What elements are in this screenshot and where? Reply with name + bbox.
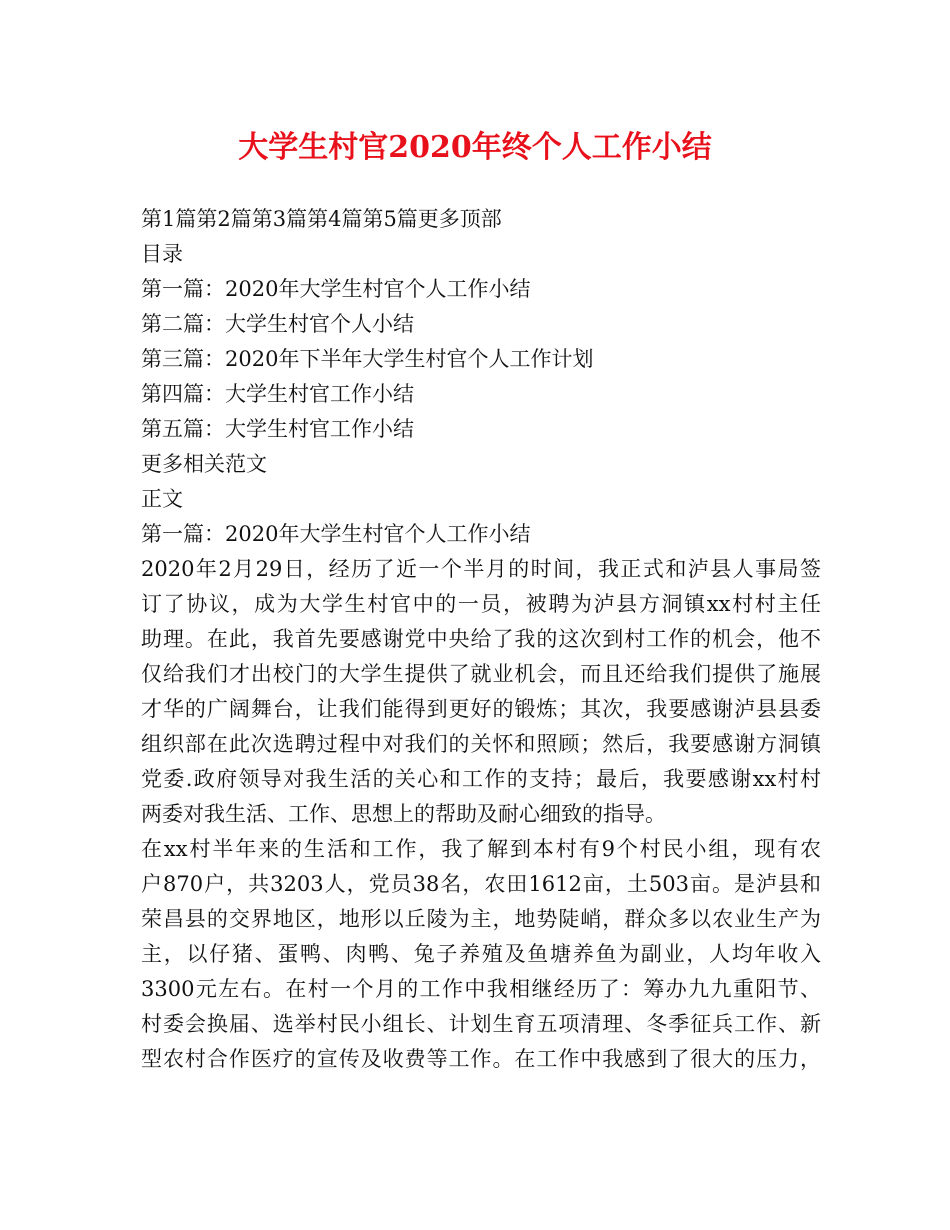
toc-heading: 目录	[141, 242, 183, 266]
body-heading: 正文	[141, 487, 183, 511]
paragraph-2	[141, 832, 821, 1077]
section-nav: 第1篇第2篇第3篇第4篇第5篇更多顶部	[141, 207, 502, 231]
paragraph-line: 党委.政府领导对我生活的关心和工作的支持；最后，我要感谢xx村村	[141, 767, 821, 791]
toc-item-1: 第一篇：2020年大学生村官个人工作小结	[141, 277, 531, 301]
paragraph-1	[141, 552, 821, 832]
paragraph-line: 户870户，共3203人，党员38名，农田1612亩，土503亩。是泸县和	[141, 872, 821, 896]
section-1-heading: 第一篇：2020年大学生村官个人工作小结	[141, 522, 531, 546]
paragraph-line: 订了协议，成为大学生村官中的一员，被聘为泸县方洞镇xx村村主任	[141, 592, 821, 616]
paragraph-line: 在xx村半年来的生活和工作，我了解到本村有9个村民小组，现有农	[141, 837, 821, 861]
paragraph-line: 村委会换届、选举村民小组长、计划生育五项清理、冬季征兵工作、新	[141, 1012, 821, 1036]
toc-item-2: 第二篇：大学生村官个人小结	[141, 312, 414, 336]
paragraph-line: 3300元左右。在村一个月的工作中我相继经历了：筹办九九重阳节、	[141, 977, 821, 1001]
toc-item-4: 第四篇：大学生村官工作小结	[141, 382, 414, 406]
paragraph-line: 主，以仔猪、蛋鸭、肉鸭、兔子养殖及鱼塘养鱼为副业，人均年收入	[141, 942, 821, 966]
document-body	[141, 202, 821, 1077]
more-related-heading: 更多相关范文	[141, 452, 267, 476]
paragraph-line: 才华的广阔舞台，让我们能得到更好的锻炼；其次，我要感谢泸县县委	[141, 697, 821, 721]
paragraph-line: 荣昌县的交界地区，地形以丘陵为主，地势陡峭，群众多以农业生产为	[141, 907, 821, 931]
paragraph-line: 仅给我们才出校门的大学生提供了就业机会，而且还给我们提供了施展	[141, 662, 821, 686]
paragraph-line: 组织部在此次选聘过程中对我们的关怀和照顾；然后，我要感谢方洞镇	[141, 732, 821, 756]
paragraph-line: 助理。在此，我首先要感谢党中央给了我的这次到村工作的机会，他不	[141, 627, 821, 651]
toc-item-5: 第五篇：大学生村官工作小结	[141, 417, 414, 441]
paragraph-line: 2020年2月29日，经历了近一个半月的时间，我正式和泸县人事局签	[141, 557, 821, 581]
toc-item-3: 第三篇：2020年下半年大学生村官个人工作计划	[141, 347, 594, 371]
document-title: 大学生村官2020年终个人工作小结	[238, 130, 712, 165]
paragraph-line: 两委对我生活、工作、思想上的帮助及耐心细致的指导。	[141, 802, 666, 826]
paragraph-line: 型农村合作医疗的宣传及收费等工作。在工作中我感到了很大的压力，	[141, 1047, 821, 1071]
